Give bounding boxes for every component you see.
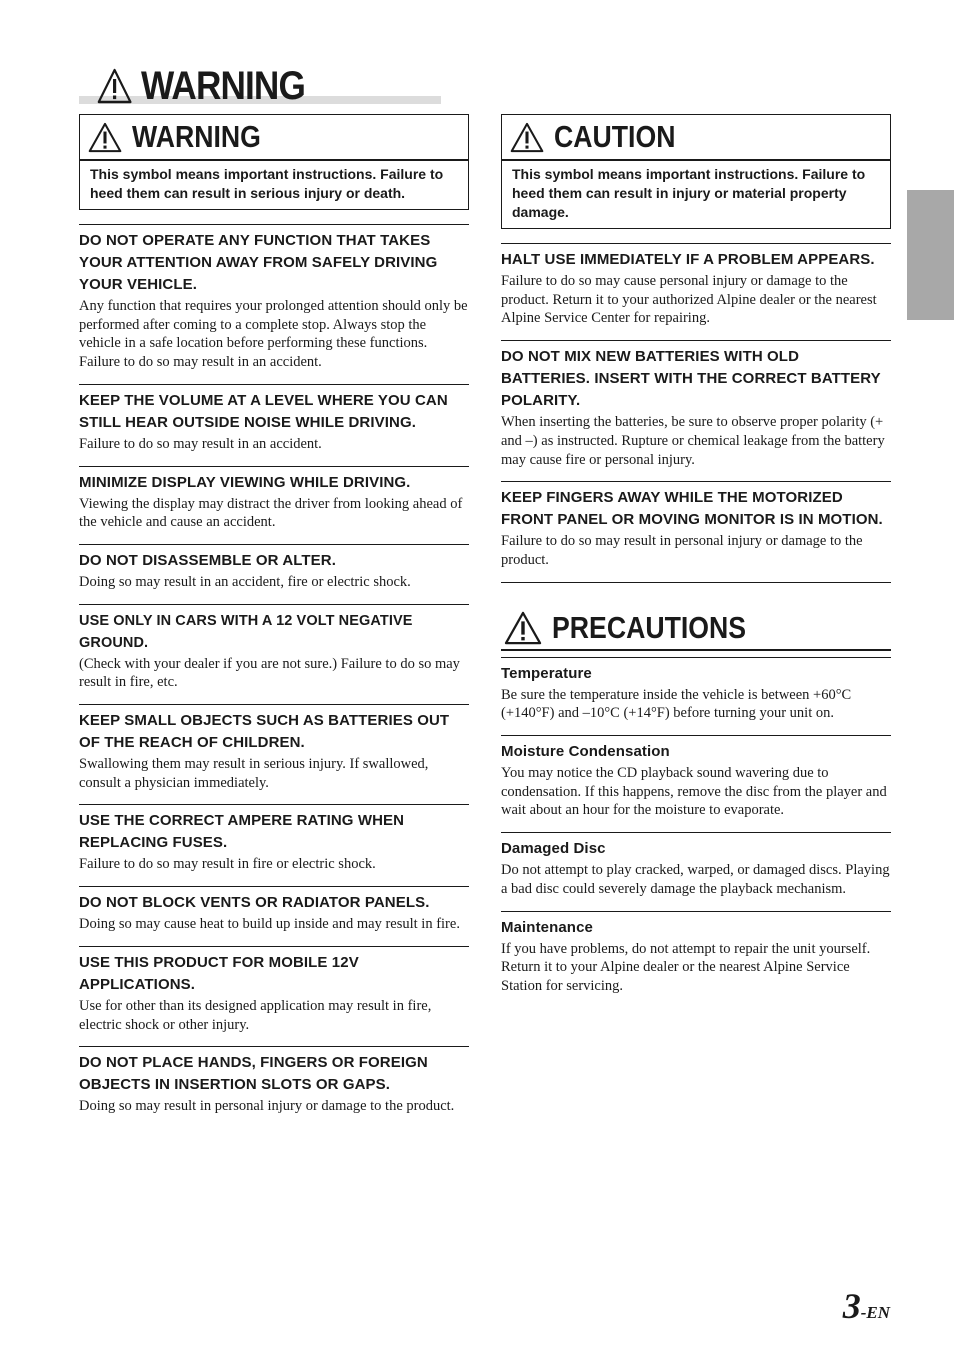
page-title-block [79, 62, 441, 106]
warning-triangle-icon [504, 611, 542, 645]
precaution-section [501, 832, 891, 898]
warning-body: Any function that requires your prolonged attention should only be performed after coming to a complete stop. Always stop the vehicle in a safe location before performing these functions. Failure to do so may result in an accident. [79, 298, 468, 371]
precaution-section [501, 735, 891, 820]
precaution-body: If you have problems, do not attempt to repair the unit yourself. Return it to your Alpine dealer or the nearest Alpine Service Station for servicing. [501, 940, 871, 994]
warning-box-header [80, 115, 468, 161]
warning-section [79, 804, 469, 874]
caution-heading: KEEP FINGERS AWAY WHILE THE MOTORIZED FRONT PANEL OR MOVING MONITOR IS IN MOTION. [501, 489, 883, 529]
precautions-title: PRECAUTIONS [552, 609, 747, 645]
side-language-tab [907, 190, 954, 320]
caution-section [501, 481, 891, 569]
caution-column [501, 114, 891, 996]
warning-box [79, 114, 469, 210]
precaution-heading: Damaged Disc [501, 840, 606, 858]
warning-body: Use for other than its designed application may result in fire, electric shock or other injury. [79, 997, 432, 1033]
warning-section [79, 384, 469, 454]
warning-body: Swallowing them may result in serious injury. If swallowed, consult a physician immediately. [79, 756, 429, 791]
warning-section [79, 886, 469, 934]
warning-section [79, 224, 469, 372]
warning-heading: DO NOT BLOCK VENTS OR RADIATOR PANELS. [79, 894, 430, 912]
precaution-heading: Maintenance [501, 918, 593, 936]
warning-heading: USE THE CORRECT AMPERE RATING WHEN REPLACING FUSES. [79, 812, 405, 852]
warning-section [79, 946, 469, 1034]
page-number-digit: 3 [842, 1286, 861, 1326]
precaution-body: Do not attempt to play cracked, warped, or damaged discs. Playing a bad disc could severely damage the playback mechanism. [501, 862, 890, 897]
warning-heading: DO NOT DISASSEMBLE OR ALTER. [79, 551, 336, 569]
warning-heading: USE ONLY IN CARS WITH A 12 VOLT NEGATIVE GROUND. [79, 612, 413, 651]
page-title [97, 62, 305, 110]
precaution-body: Be sure the temperature inside the vehicle is between +60°C (+140°F) and –10°C (+14°F) before turning your unit on. [501, 686, 852, 722]
warning-section [79, 1046, 469, 1116]
warning-box-title: WARNING [132, 119, 261, 154]
warning-body: Viewing the display may distract the driver from looking ahead of the vehicle and cause an accident. [79, 495, 463, 531]
precautions-header [501, 607, 891, 651]
warning-body: Failure to do so may result in an accident. [79, 435, 322, 452]
caution-heading: DO NOT MIX NEW BATTERIES WITH OLD BATTERIES. INSERT WITH THE CORRECT BATTERY POLARITY. [501, 348, 881, 410]
warning-triangle-icon [88, 122, 122, 153]
page-number [843, 1286, 890, 1326]
warning-heading: KEEP THE VOLUME AT A LEVEL WHERE YOU CAN STILL HEAR OUTSIDE NOISE WHILE DRIVING. [79, 391, 448, 431]
warning-body: Doing so may cause heat to build up inside and may result in fire. [79, 916, 460, 933]
precaution-section [501, 911, 891, 996]
page-number-suffix: -EN [860, 1303, 890, 1322]
warnings-list [79, 224, 469, 1116]
warning-heading: DO NOT OPERATE ANY FUNCTION THAT TAKES YOUR ATTENTION AWAY FROM SAFELY DRIVING YOUR VEHICLE. [79, 232, 438, 293]
caution-box [501, 114, 891, 229]
warning-heading: KEEP SMALL OBJECTS SUCH AS BATTERIES OUT OF THE REACH OF CHILDREN. [79, 712, 450, 752]
warning-body: Doing so may result in an accident, fire or electric shock. [79, 573, 411, 590]
caution-body: Failure to do so may cause personal injury or damage to the product. Return it to your authorized Alpine dealer or the nearest Alpine Service Center for repairing. [501, 273, 877, 327]
caution-body: When inserting the batteries, be sure to observe proper polarity (+ and –) as instructed. Rupture or chemical leakage from the battery may cause fire or personal injury. [501, 414, 885, 468]
warning-section [79, 604, 469, 692]
warning-heading: MINIMIZE DISPLAY VIEWING WHILE DRIVING. [79, 473, 411, 491]
warning-body: Doing so may result in personal injury or damage to the product. [79, 1098, 455, 1115]
precaution-heading: Temperature [501, 664, 592, 682]
precaution-body: You may notice the CD playback sound wavering due to condensation. If this happens, remove the disc from the player and wait about an hour for the moisture to evaporate. [501, 765, 887, 819]
warning-heading: USE THIS PRODUCT FOR MOBILE 12V APPLICATIONS. [79, 953, 359, 993]
warning-heading: DO NOT PLACE HANDS, FINGERS OR FOREIGN OBJECTS IN INSERTION SLOTS OR GAPS. [79, 1054, 428, 1094]
warning-section [79, 544, 469, 592]
warning-body: (Check with your dealer if you are not sure.) Failure to do so may result in fire, etc. [79, 655, 460, 691]
warning-column [79, 114, 469, 1116]
caution-box-text: This symbol means important instructions. Failure to heed them can result in injury or material property damage. [512, 166, 866, 220]
warning-triangle-icon [97, 68, 132, 104]
caution-section [501, 340, 891, 469]
caution-body: Failure to do so may result in personal injury or damage to the product. [501, 533, 863, 568]
warning-section [79, 704, 469, 792]
precaution-heading: Moisture Condensation [501, 743, 670, 761]
precaution-section [501, 657, 891, 723]
warning-box-text: This symbol means important instructions. Failure to heed them can result in serious injury or death. [90, 166, 444, 201]
warning-triangle-icon [510, 122, 544, 153]
section-divider [501, 582, 891, 583]
caution-section [501, 243, 891, 328]
caution-heading: HALT USE IMMEDIATELY IF A PROBLEM APPEARS. [501, 251, 875, 268]
caution-box-header [502, 115, 890, 161]
caution-box-title: CAUTION [554, 119, 676, 154]
page-title-text: WARNING [141, 64, 305, 108]
warning-section [79, 466, 469, 532]
warning-body: Failure to do so may result in fire or electric shock. [79, 856, 376, 873]
